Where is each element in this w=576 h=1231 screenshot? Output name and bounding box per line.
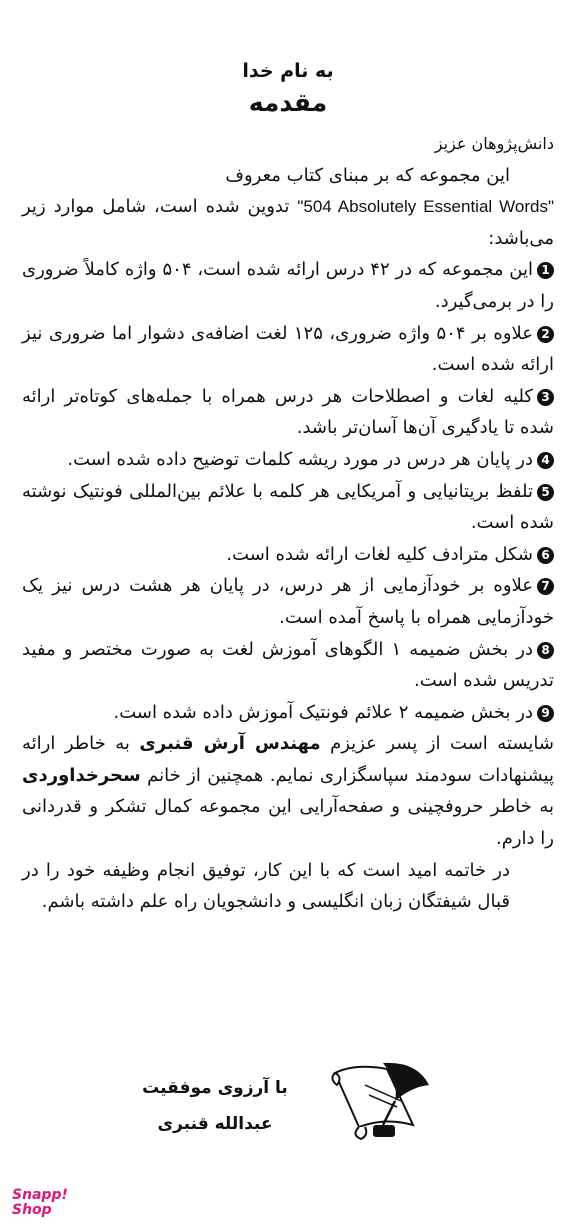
signoff-wish: با آرزوی موفقیت: [142, 1078, 288, 1098]
greeting: دانش‌پژوهان عزیز: [434, 134, 554, 153]
intro-line-2: [22, 191, 554, 254]
number-badge-icon: 6: [537, 547, 554, 564]
number-badge-icon: 5: [537, 484, 554, 501]
signature-block: [140, 1070, 290, 1142]
list-item: [22, 570, 554, 633]
list-item-text: در پایان هر درس در مورد ریشه کلمات توضیح داده شده است.: [67, 448, 533, 470]
list-item-text: شکل مترادف کلیه لغات ارائه شده است.: [226, 543, 533, 565]
number-badge-icon: 2: [537, 326, 554, 343]
introduction-body: [22, 128, 554, 918]
bismillah-heading: به نام خدا: [242, 60, 334, 82]
list-item-text: کلیه لغات و اصطلاحات هر درس همراه با جمله‌های کوتاه‌تر ارائه شده تا یادگیری آن‌ها آسان‌تر باشد.: [22, 385, 554, 439]
list-item: [22, 254, 554, 317]
acknowledgement-paragraph: [22, 728, 554, 854]
ack-text-2: به خاطر ارائه پیشنهادات سودمند سپاسگزاری نمایم. همچنین از خانم: [22, 733, 554, 786]
snapp-shop-logo: [12, 1188, 68, 1218]
page-title: مقدمه: [248, 88, 328, 117]
closing-paragraph: در خاتمه امید است که با این کار، توفیق انجام وظیفه خود را در قبال شیفتگان زبان انگلیسی و دانشجویان راه علم داشته باشم.: [22, 859, 510, 913]
number-badge-icon: 4: [537, 452, 554, 469]
intro-line-2-text: تدوین شده است، شامل موارد زیر می‌باشد:: [22, 196, 554, 249]
list-item-text: در بخش ضمیمه ۱ الگوهای آموزش لغت به صورت مختصر و مفید تدریس شده است.: [22, 638, 554, 692]
list-item-text: علاوه بر خودآزمایی از هر درس، در پایان هر هشت درس نیز یک خودآزمایی همراه با پاسخ آمده است.: [22, 575, 554, 628]
list-item: [22, 318, 554, 381]
list-item: [22, 539, 554, 571]
ack-name-1: مهندس آرش قنبری: [139, 733, 321, 755]
logo-line-1: Snapp!: [12, 1187, 68, 1203]
author-name: عبدالله قنبری: [157, 1114, 273, 1134]
list-item: [22, 476, 554, 539]
number-badge-icon: 9: [537, 705, 554, 722]
list-item: [22, 444, 554, 476]
list-item: [22, 381, 554, 444]
number-badge-icon: 8: [537, 642, 554, 659]
book-title: "504 Absolutely Essential Words": [297, 197, 554, 217]
list-item-text: علاوه بر ۵۰۴ واژه ضروری، ۱۲۵ لغت اضافه‌ی دشوار اما ضروری نیز ارائه شده است.: [22, 322, 554, 376]
list-item-text: در بخش ضمیمه ۲ علائم فونتیک آموزش داده شده است.: [113, 701, 533, 723]
list-item-text: این مجموعه که در ۴۲ درس ارائه شده است، ۵۰۴ واژه کاملاً ضروری را در برمی‌گیرد.: [22, 259, 554, 312]
number-badge-icon: 7: [537, 578, 554, 595]
quill-and-scroll-icon: [325, 1055, 435, 1145]
list-item: [22, 634, 554, 697]
logo-line-2: Shop: [12, 1202, 52, 1218]
ack-text-1: شایسته است از پسر عزیزم: [330, 733, 554, 755]
ack-name-2: سحرخداوردی: [22, 764, 141, 786]
intro-line-1: این مجموعه که بر مبنای کتاب معروف: [225, 164, 510, 186]
ack-text-3: به خاطر حروفچینی و صفحه‌آرایی این مجموعه کمال تشکر و قدردانی را دارم.: [22, 796, 554, 850]
list-item-text: تلفظ بریتانیایی و آمریکایی هر کلمه با علائم بین‌المللی فونتیک نوشته شده است.: [22, 480, 554, 534]
number-badge-icon: 1: [537, 262, 554, 279]
number-badge-icon: 3: [537, 389, 554, 406]
list-item: [22, 697, 554, 729]
